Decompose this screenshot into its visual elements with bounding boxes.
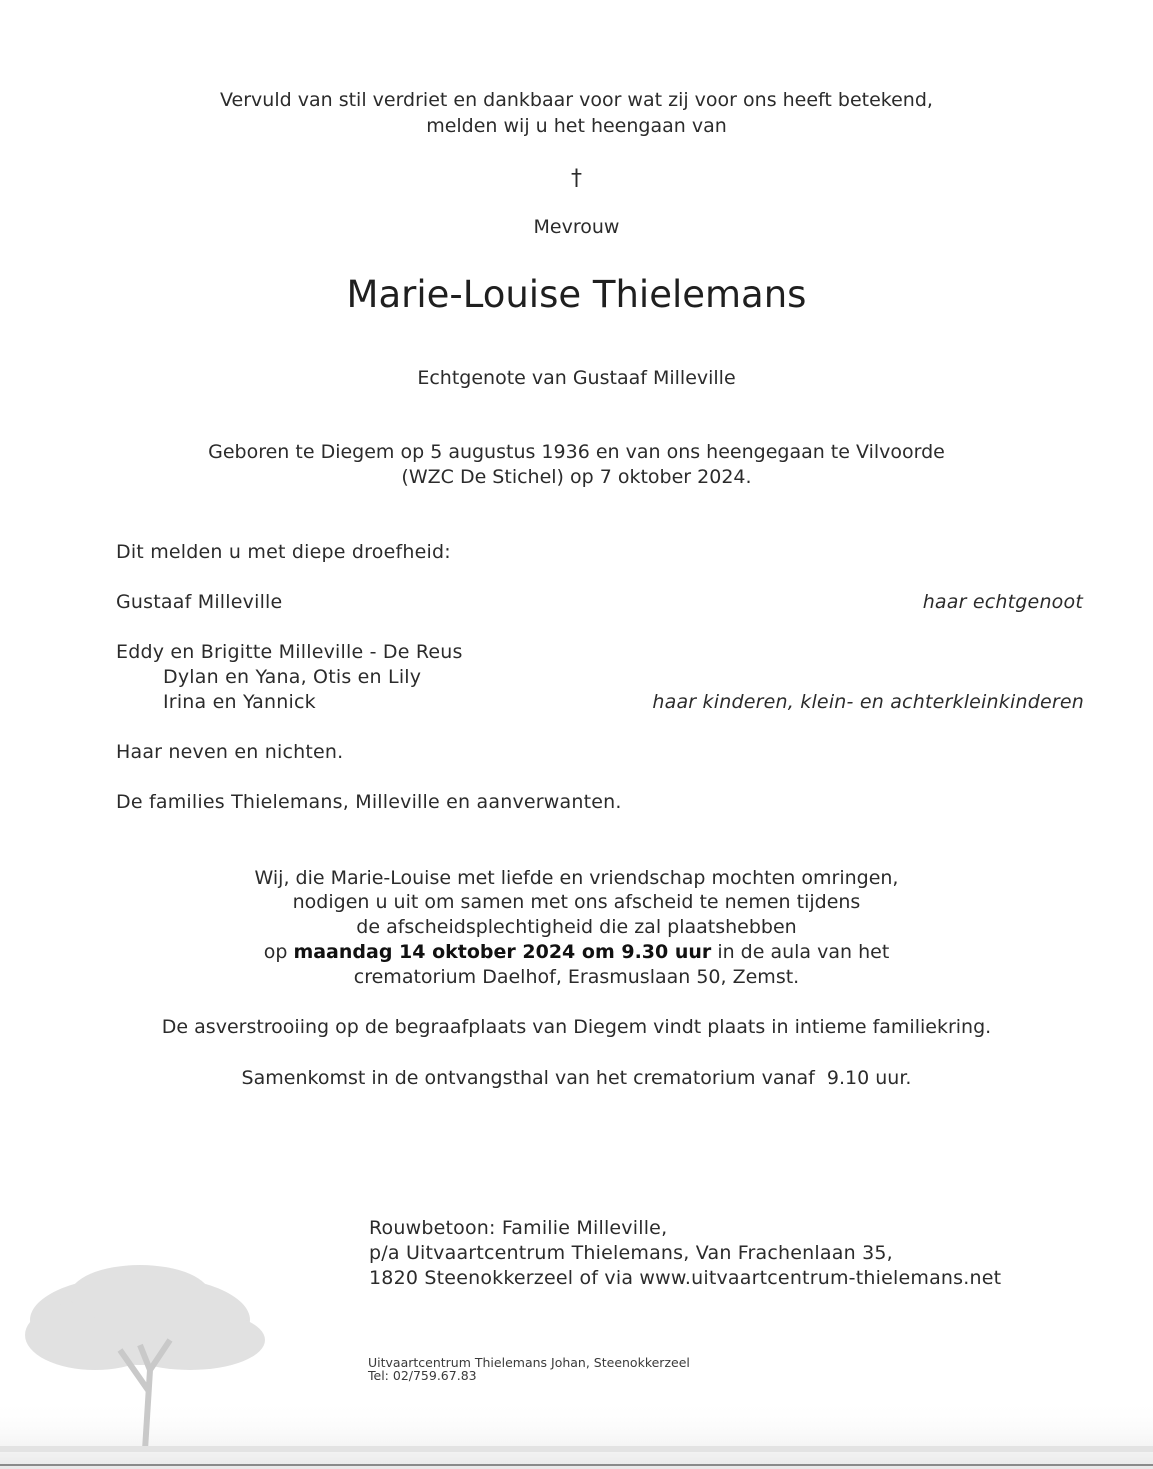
family-relatives: De families Thielemans, Milleville en aanverwanten. [116,791,622,813]
salutation: Mevrouw [533,216,620,238]
ceremony-line-2: nodigen u uit om samen met ons afscheid te nemen tijdens [292,891,861,913]
cross-icon: † [571,166,582,191]
family-grandchildren-2: Irina en Yannick [163,691,316,713]
condolences-line-1: Rouwbetoon: Familie Milleville, [369,1217,668,1239]
spouse-line: Echtgenote van Gustaaf Milleville [417,367,736,389]
family-spouse-name: Gustaaf Milleville [116,591,283,613]
footer-line-1: Uitvaartcentrum Thielemans Johan, Steenokkerzeel [368,1355,690,1370]
gathering-line: Samenkomst in de ontvangsthal van het crematorium vanaf 9.10 uur. [241,1067,912,1089]
intro-line-2: melden wij u het heengaan van [426,115,727,137]
condolences-line-2: p/a Uitvaartcentrum Thielemans, Van Frachenlaan 35, [369,1242,893,1264]
ceremony-date: maandag 14 oktober 2024 om 9.30 uur [293,941,712,963]
ceremony-date-suffix: in de aula van het [711,941,890,963]
intro-line-1: Vervuld van stil verdriet en dankbaar voor wat zij voor ons heeft betekend, [220,89,933,111]
ceremony-date-prefix: op [263,941,294,963]
ceremony-line-5: crematorium Daelhof, Erasmuslaan 50, Zemst. [353,966,800,988]
family-grandchildren-1: Dylan en Yana, Otis en Lily [163,666,422,688]
ceremony-line-1: Wij, die Marie-Louise met liefde en vriendschap mochten omringen, [254,867,899,889]
ceremony-line-4 [0,940,1153,965]
family-children: Eddy en Brigitte Milleville - De Reus [116,641,463,663]
announce-line: Dit melden u met diepe droefheid: [116,541,451,563]
condolences-line-3: 1820 Steenokkerzeel of via www.uitvaartcentrum-thielemans.net [369,1267,1002,1289]
family-cousins: Haar neven en nichten. [116,741,344,763]
family-children-role: haar kinderen, klein- en achterkleinkinderen [652,691,1084,713]
family-spouse-role: haar echtgenoot [922,591,1083,613]
birth-line-2: (WZC De Stichel) op 7 oktober 2024. [401,466,752,488]
scattering-line: De asverstrooiing op de begraafplaats van Diegem vindt plaats in intieme familiekring. [161,1016,992,1038]
birth-line-1: Geboren te Diegem op 5 augustus 1936 en van ons heengegaan te Vilvoorde [208,441,945,463]
footer-line-2: Tel: 02/759.67.83 [368,1368,477,1383]
deceased-name: Marie-Louise Thielemans [346,273,807,316]
ceremony-line-3: de afscheidsplechtigheid die zal plaatshebben [356,916,797,938]
